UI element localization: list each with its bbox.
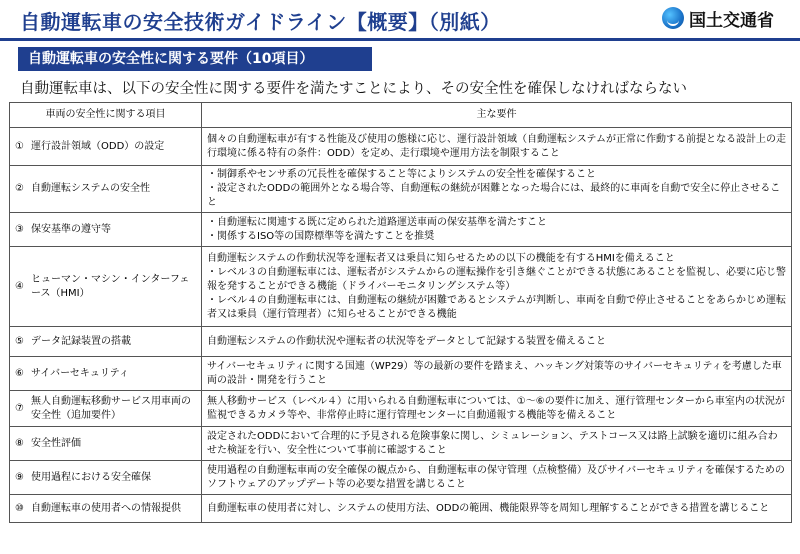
item-label: 自動運転車の使用者への情報提供 bbox=[31, 502, 181, 514]
logo-text: 国土交通省 bbox=[689, 10, 774, 31]
item-label: ヒューマン・マシン・インターフェース（HMI） bbox=[31, 273, 190, 299]
item-number: ④ bbox=[15, 280, 24, 292]
item-number: ⑨ bbox=[15, 471, 24, 483]
item-label: 無人自動運転移動サービス用車両の安全性（追加要件） bbox=[31, 395, 191, 421]
item-label: 運行設計領域（ODD）の設定 bbox=[31, 140, 165, 152]
requirement-line: ・制御系やセンサ系の冗長性を確保すること等によりシステムの安全性を確保すること bbox=[207, 169, 596, 180]
table-row bbox=[10, 495, 792, 523]
requirement-line: 無人移動サービス（レベル４）に用いられる自動運転車については、①～⑥の要件に加え、運行管理センターから車室内の状況が監視できるカメラ等や、非常停止時に運行管理センターに自動通報する機能等を備えること bbox=[207, 395, 785, 421]
item-cell bbox=[10, 128, 202, 166]
table-row bbox=[10, 247, 792, 327]
intro-text: 自動運転車は、以下の安全性に関する要件を満たすことにより、その安全性を確保しなければならない bbox=[20, 81, 687, 97]
table-row bbox=[10, 357, 792, 391]
requirement-cell bbox=[202, 495, 792, 523]
requirement-cell bbox=[202, 327, 792, 357]
requirement-cell bbox=[202, 391, 792, 427]
requirement-line: 使用過程の自動運転車両の安全確保の観点から、自動運転車の保守管理（点検整備）及びサイバーセキュリティを確保するためのソフトウェアのアップデート等の必要な措置を講じること bbox=[207, 464, 785, 490]
requirements-table bbox=[9, 102, 792, 523]
table-row bbox=[10, 128, 792, 166]
item-label: 自動運転システムの安全性 bbox=[31, 183, 150, 194]
item-cell bbox=[10, 327, 202, 357]
requirement-line: 自動運転車の使用者に対し、システムの使用方法、ODDの範囲、機能限界等を周知し理解することができる措置を講じること bbox=[207, 502, 770, 514]
table-row bbox=[10, 427, 792, 461]
requirement-line: 設定されたODDにおいて合理的に予見される危険事象に関し、シミュレーション、テストコース又は路上試験を適切に組み合わせた検証を行い、安全性について事前に確認すること bbox=[207, 430, 778, 456]
page-title: 自動運転車の安全技術ガイドライン【概要】（別紙） bbox=[20, 10, 501, 34]
item-number: ③ bbox=[15, 223, 24, 235]
item-number: ⑩ bbox=[15, 502, 24, 514]
item-number: ① bbox=[15, 140, 24, 152]
item-cell bbox=[10, 427, 202, 461]
requirement-line: 自動運転システムの作動状況や運転者の状況等をデータとして記録する装置を備えること bbox=[207, 335, 606, 347]
requirement-line: ・レベル４の自動運転車には、自動運転の継続が困難であるとシステムが判断し、車両を自動で停止させることをあらかじめ運転者又は乗員（運行管理者）に知らせることができる機能 bbox=[207, 294, 786, 320]
requirement-cell bbox=[202, 247, 792, 327]
requirement-cell bbox=[202, 128, 792, 166]
title-divider bbox=[0, 38, 800, 41]
header-item: 車両の安全性に関する項目 bbox=[10, 103, 202, 128]
item-label: サイバーセキュリティ bbox=[31, 367, 129, 379]
table-header-row bbox=[10, 103, 792, 128]
item-label: 安全性評価 bbox=[31, 437, 81, 449]
requirement-cell bbox=[202, 213, 792, 247]
requirement-line: サイバーセキュリティに関する国連（WP29）等の最新の要件を踏まえ、ハッキング対策等のサイバーセキュリティを考慮した車両の設計・開発を行うこと bbox=[207, 360, 782, 386]
item-label: 保安基準の遵守等 bbox=[31, 223, 111, 235]
requirement-line: ・レベル３の自動運転車には、運転者がシステムからの運転操作を引き継ぐことができる状態にあることを監視し、必要に応じ警報を発することができる機能（ドライバーモニタリングシステム等） bbox=[207, 266, 786, 292]
section-header: 自動運転車の安全性に関する要件（10項目） bbox=[18, 47, 372, 71]
item-cell bbox=[10, 461, 202, 495]
item-cell bbox=[10, 391, 202, 427]
item-number: ② bbox=[15, 183, 24, 194]
requirement-cell bbox=[202, 427, 792, 461]
requirement-line: ・自動運転に関連する既に定められた道路運送車両の保安基準を満たすこと bbox=[207, 216, 547, 228]
item-cell bbox=[10, 357, 202, 391]
ministry-logo bbox=[662, 5, 774, 31]
title-bar bbox=[0, 0, 800, 38]
table-row bbox=[10, 391, 792, 427]
item-cell bbox=[10, 495, 202, 523]
item-number: ⑥ bbox=[15, 367, 24, 379]
item-number: ⑤ bbox=[15, 335, 24, 347]
item-number: ⑧ bbox=[15, 437, 24, 449]
item-cell bbox=[10, 213, 202, 247]
item-label: データ記録装置の搭載 bbox=[31, 335, 131, 347]
table-row bbox=[10, 461, 792, 495]
table-row bbox=[10, 327, 792, 357]
requirement-line: 自動運転システムの作動状況等を運転者又は乗員に知らせるための以下の機能を有するHMIを備えること bbox=[207, 252, 675, 264]
mlit-logo-icon bbox=[662, 7, 684, 29]
requirement-line: ・関係するISO等の国際標準等を満たすことを推奨 bbox=[207, 230, 435, 242]
header-requirements: 主な要件 bbox=[202, 103, 792, 128]
requirement-cell bbox=[202, 461, 792, 495]
requirement-cell bbox=[202, 166, 792, 213]
item-cell bbox=[10, 247, 202, 327]
item-label: 使用過程における安全確保 bbox=[31, 471, 151, 483]
item-cell bbox=[10, 166, 202, 213]
table-row bbox=[10, 213, 792, 247]
requirement-cell bbox=[202, 357, 792, 391]
requirement-line: ・設定されたODDの範囲外となる場合等、自動運転の継続が困難となった場合には、最終的に車両を自動で安全に停止させること bbox=[207, 183, 781, 208]
item-number: ⑦ bbox=[15, 402, 24, 414]
table-row bbox=[10, 166, 792, 213]
requirement-line: 個々の自動運転車が有する性能及び使用の態様に応じ、運行設計領域（自動運転システムが正常に作動する前提となる設計上の走行環境に係る特有の条件：ODD）を定め、走行環境や運用方法を制限すること bbox=[207, 133, 786, 159]
